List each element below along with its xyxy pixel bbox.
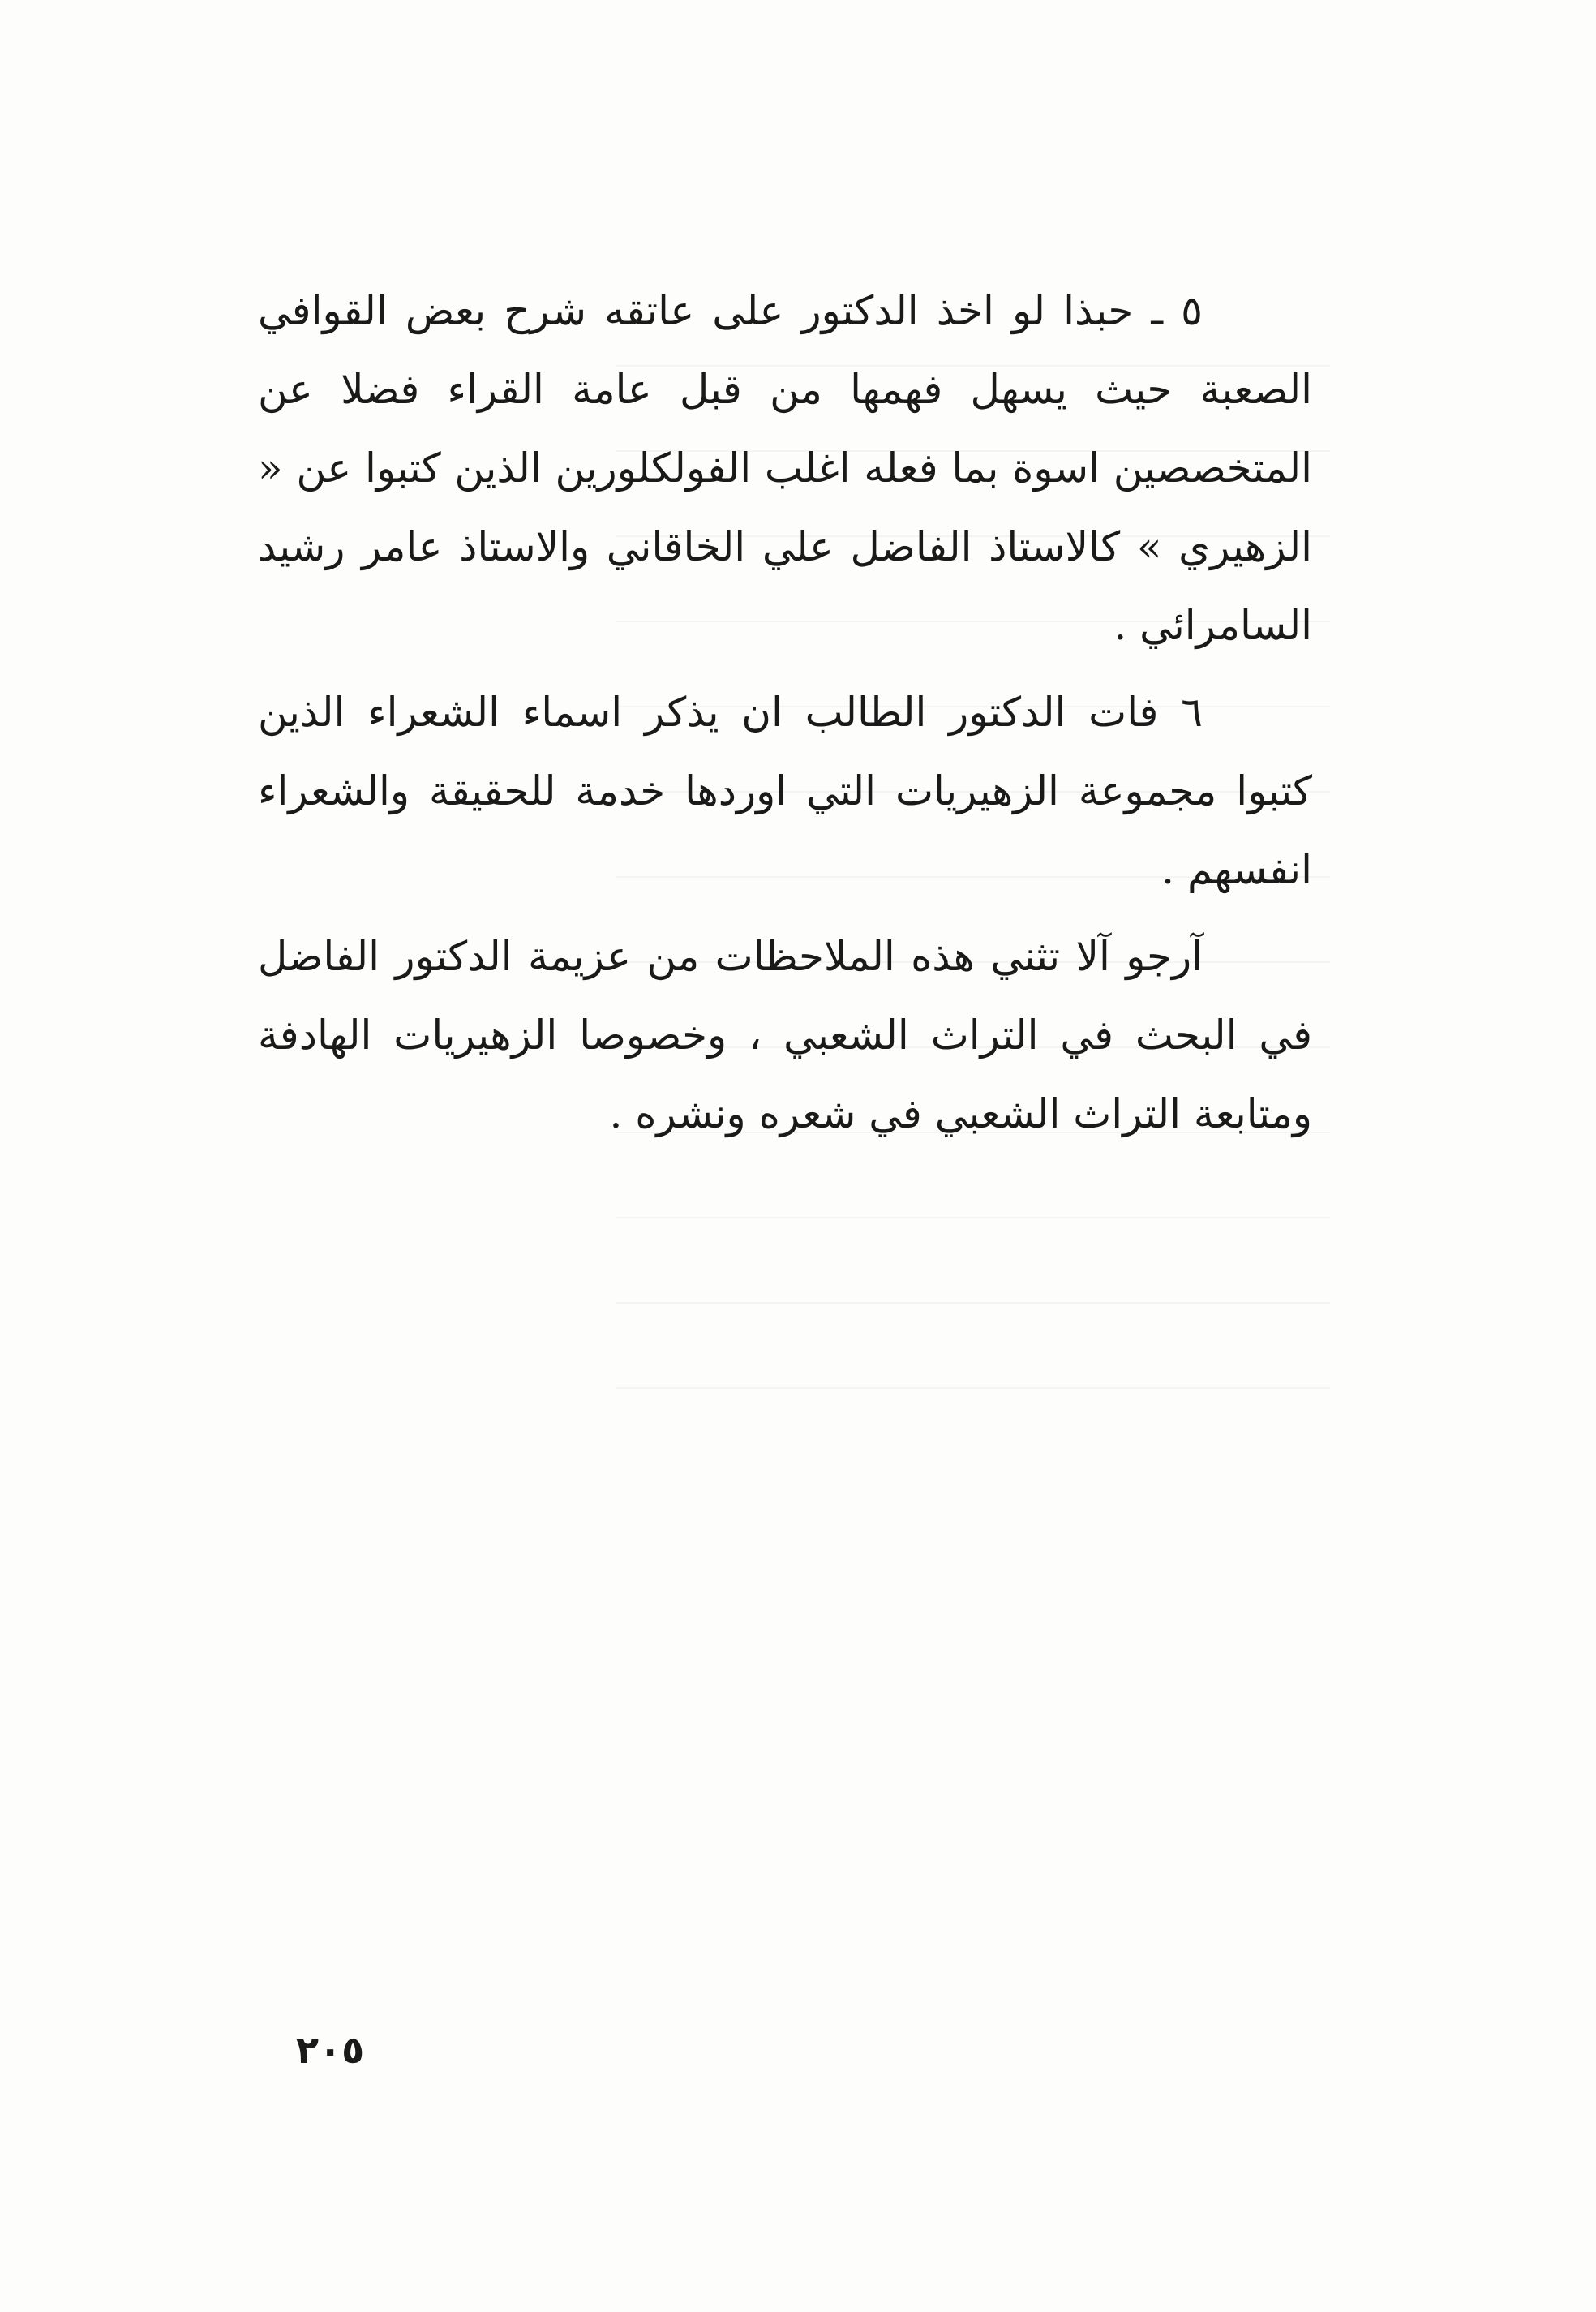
paragraph-item-6: ٦ فات الدكتور الطالب ان يذكر اسماء الشعراء الذين كتبوا مجموعة الزهيريات التي اوردها خدمة للحقيقة والشعراء انفسهم . <box>258 689 1312 893</box>
paragraph-item-5: ٥ ـ حبذا لو اخذ الدكتور على عاتقه شرح بعض القوافي الصعبة حيث يسهل فهمها من قبل عامة القراء فضلا عن المتخصصين اسوة بما فعله اغلب الفولكلورين الذين كتبوا عن « الزهيري » كالاستاذ الفاضل علي الخاقاني والاستاذ عامر رشيد السامرائي . <box>258 287 1312 649</box>
page-number: ٢٠٥ <box>296 2028 365 2072</box>
body-text <box>258 272 1312 1154</box>
paragraph-closing: آرجو آلا تثني هذه الملاحظات من عزيمة الدكتور الفاضل في البحث في التراث الشعبي ، وخصوصا الزهيريات الهادفة ومتابعة التراث الشعبي في شعره ونشره . <box>258 933 1312 1137</box>
